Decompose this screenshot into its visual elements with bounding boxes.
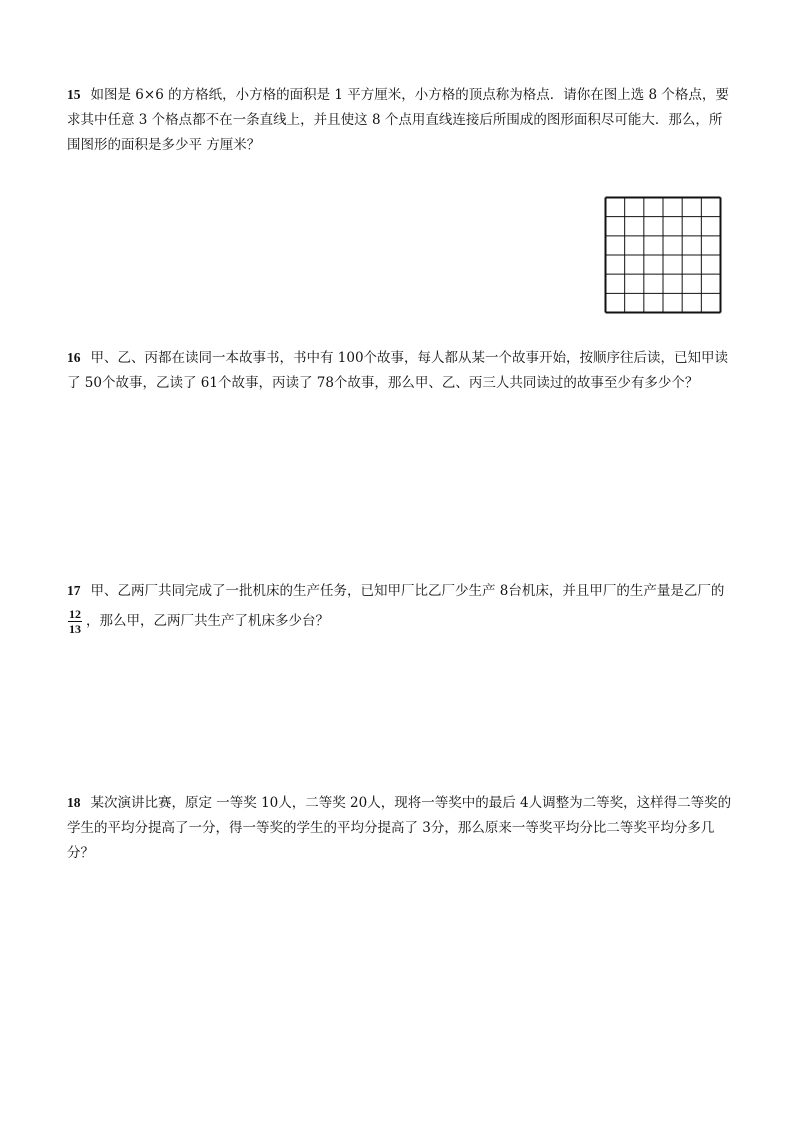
- problem-text-after: ，那么甲，乙两厂共生产了机床多少台？: [86, 613, 329, 629]
- grid-figure: [604, 196, 722, 314]
- problem-text: 如图是 6×6 的方格纸，小方格的面积是 1 平方厘米，小方格的顶点称为格点．请你在图上选 8 个格点，要求其中任意 3 个格点都不在一条直线上，并且使这 8 个点用直线连接后所围成的图形面积尽可能大．那么，所围图形的面积是多少平 方厘米？: [67, 87, 729, 153]
- problem-18: [67, 790, 735, 866]
- problem-number: 16: [67, 350, 81, 365]
- problem-15: [67, 82, 735, 158]
- fraction-denominator: 13: [69, 622, 81, 636]
- problem-number: 18: [67, 795, 81, 810]
- problem-text: 甲、乙、丙都在读同一本故事书，书中有 100个故事，每人都从某一个故事开始，按顺序往后读，已知甲读了 50个故事，乙读了 61个故事，丙读了 78个故事，那么甲、乙、丙三人共同读过的故事至少有多少个？: [67, 350, 729, 391]
- problem-number: 17: [67, 583, 81, 598]
- fraction-numerator: 12: [69, 607, 81, 621]
- problem-text: 某次演讲比赛，原定 一等奖 10人，二等奖 20人，现将一等奖中的最后 4人调整为二等奖，这样得二等奖的学生的平均分提高了一分，得一等奖的学生的平均分提高了 3分，那么原来一等奖平均分比二等奖平均分多几分？: [67, 795, 732, 861]
- problem-number: 15: [67, 87, 81, 102]
- fraction: [68, 608, 82, 635]
- problem-17: [67, 576, 735, 636]
- problem-text-before: 甲、乙两厂共同完成了一批机床的生产任务，已知甲厂比乙厂少生产 8台机床，并且甲厂的生产量是乙厂的: [90, 583, 725, 599]
- problem-16: [67, 345, 735, 396]
